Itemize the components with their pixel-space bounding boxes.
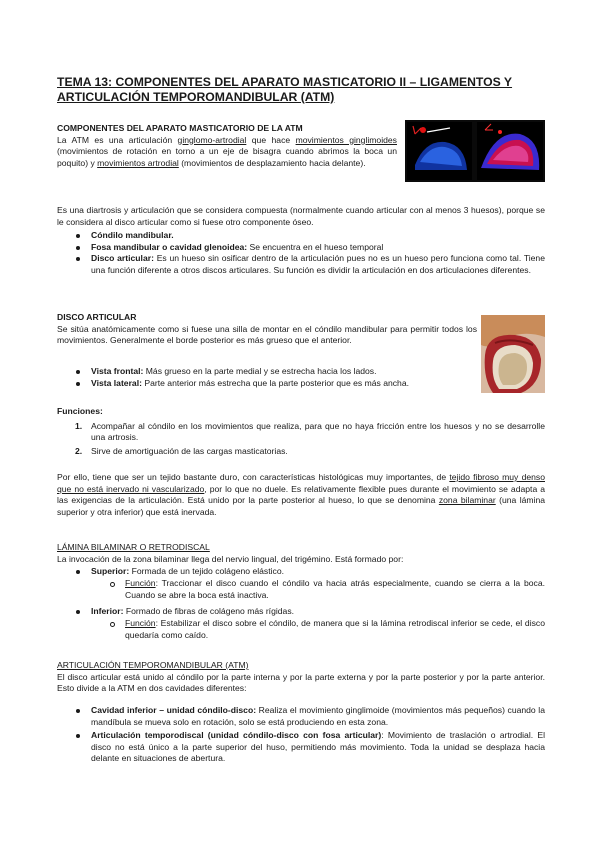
item-term: Vista lateral:: [91, 377, 142, 388]
item-text: : Movimiento de traslación o artrodial. El disco no está único a la parte superior del huso, permitiendo más movimiento. Toda la unidad se desplaza hacia delante en situaciones de abertura.: [91, 730, 545, 764]
term-tejido-fibroso: tejido fibroso muy denso que no está inervado ni vascularizado: [57, 472, 545, 494]
text-run: Por ello, tiene que ser un tejido bastante duro, con características histológicas muy importantes, de: [57, 472, 450, 482]
item-term: Superior:: [91, 566, 130, 576]
list-item: [57, 366, 545, 378]
item-text: Más grueso en la parte medial y se estrecha hacia los lados.: [143, 366, 377, 376]
text-run: (movimientos de rotación en torno a un eje de bisagra cuando abrimos la boca un poquito) y: [57, 146, 397, 168]
diartrosis-paragraph: Es una diartrosis y articulación que se considera compuesta (normalmente cuando articular con al menos 3 huesos), porque se le considera al disco articular como si fuese otro componente óseo.: [57, 205, 545, 227]
text-run: que hace: [246, 134, 296, 145]
list-item: [57, 618, 545, 641]
section-atm: [57, 660, 545, 695]
list-item: [57, 730, 545, 765]
item-text: Parte anterior más estrecha que la parte posterior que es más ancha.: [141, 377, 409, 388]
term-movimientos-artrodial: movimientos artrodial: [97, 157, 179, 168]
section-disco: [57, 312, 545, 347]
title-line-1: TEMA 13: COMPONENTES DEL APARATO MASTICATORIO II – LIGAMENTOS Y: [57, 75, 513, 89]
list-item: [57, 378, 545, 390]
atm-cavities-paragraph: El disco articular está unido al cóndilo por la parte interna y por la parte externa y por la parte posterior y por la parte anterior. Esto divide a la ATM en dos cavidades diferentes:: [57, 671, 545, 694]
atm-motion-image: [405, 120, 545, 182]
lamina-list: [57, 566, 545, 578]
list-item: [57, 578, 545, 601]
disco-paragraph: Se sitúa anatómicamente como si fuese una silla de montar en el cóndilo mandibular para permitir todos los movimientos. Generalmente el borde posterior es más grueso que el anterior.: [57, 323, 477, 346]
text-run: (movimientos de desplazamiento hacia delante).: [178, 157, 366, 168]
section-heading-lamina: LÁMINA BILAMINAR O RETRODISCAL: [57, 542, 210, 552]
cavities-list: [57, 705, 545, 765]
functions-list: [57, 421, 545, 458]
item-text: Formada de un tejido colágeno elástico.: [129, 566, 284, 576]
list-item: [57, 421, 545, 444]
lamina-list-inferior: [57, 606, 545, 618]
term-zona-bilaminar: zona bilaminar: [438, 495, 496, 506]
item-text: Es un hueso sin osificar dentro de la articulación pues no es un hueso pero funciona como tal. Tiene una función diferente a otros discos articulares. Su función es dividir la articulación en dos articulaciones diferentes.: [91, 253, 545, 275]
lamina-paragraph: La invocación de la zona bilaminar llega del nervio lingual, del trigémino. Está formado por:: [57, 553, 404, 564]
atm-components-list: [57, 230, 545, 276]
function-text: : Estabilizar el disco sobre el cóndilo, de manera que si la lámina retrodiscal inferior se cede, el disco quedaría como caído.: [125, 618, 545, 640]
list-item: [57, 446, 545, 458]
section-heading-disco: DISCO ARTICULAR: [57, 312, 137, 322]
item-number: 1.: [75, 420, 83, 431]
list-item-superior: [57, 566, 545, 578]
section-heading-components: COMPONENTES DEL APARATO MASTICATORIO DE LA ATM: [57, 123, 303, 133]
term-movimientos-ginglimoides: movimientos ginglimoides: [295, 134, 397, 145]
list-item: [57, 230, 545, 242]
superior-function-list: [57, 578, 545, 601]
item-term: Fosa mandibular o cavidad glenoidea:: [91, 241, 248, 252]
function-label: Función: [125, 618, 156, 628]
functions-heading: Funciones:: [57, 406, 103, 416]
inferior-function-list: [57, 618, 545, 641]
text-run: La ATM es una articulación: [57, 134, 178, 145]
item-text: Sirve de amortiguación de las cargas masticatorias.: [91, 445, 288, 456]
function-text: : Traccionar el disco cuando el cóndilo va hacia atrás especialmente, cuando se cierra a la boca. Cuando se abre la boca está inactiva.: [125, 578, 545, 600]
term-ginglomo-artrodial: ginglomo-artrodial: [177, 134, 247, 145]
title-line-2: ARTICULACIÓN TEMPOROMANDIBULAR (ATM): [57, 90, 335, 104]
tissue-paragraph: [57, 472, 545, 518]
list-item-inferior: [57, 606, 545, 618]
text-run: , por lo que no duele. Es relativamente flexible pues durante el movimiento se adapta a las exigencias de la articulación. Está unido por la parte posterior al hueso, lo que se denomina: [57, 483, 545, 506]
section-lamina: [57, 542, 545, 565]
list-item: [57, 242, 545, 254]
disco-views-list: [57, 366, 545, 389]
item-text: Realiza el movimiento ginglimoide (movimientos más pequeños) cuando la mandíbula se mueva solo en rotación, solo se está produciendo en esta zona.: [91, 705, 545, 727]
atm-motion-illustration: [405, 120, 545, 182]
atm-paragraph: [57, 135, 397, 170]
item-text: Acompañar al cóndilo en los movimientos que realiza, para que no haya fricción entre los huesos y no se desarrolle una artrosis.: [91, 420, 545, 443]
item-term: Cóndilo mandibular.: [91, 230, 174, 240]
functions-section: [57, 406, 545, 457]
text-run: (una lámina superior y otra inferior) que está inervada.: [57, 495, 546, 517]
item-term: Disco articular:: [91, 253, 154, 264]
item-text: Formado de fibras de colágeno más rígidas.: [123, 606, 295, 616]
item-term: Cavidad inferior – unidad cóndilo-disco:: [91, 705, 257, 715]
list-item: [57, 253, 545, 276]
item-text: Se encuentra en el hueso temporal: [247, 241, 384, 252]
list-item: [57, 705, 545, 728]
item-number: 2.: [75, 445, 83, 456]
item-term: Inferior:: [91, 606, 124, 616]
section-heading-atm: ARTICULACIÓN TEMPOROMANDIBULAR (ATM): [57, 660, 249, 670]
function-label: Función: [125, 578, 156, 588]
page-title: [57, 75, 547, 105]
item-term: Articulación temporodiscal (unidad cóndilo-disco con fosa articular): [91, 730, 382, 741]
item-term: Vista frontal:: [91, 366, 144, 376]
